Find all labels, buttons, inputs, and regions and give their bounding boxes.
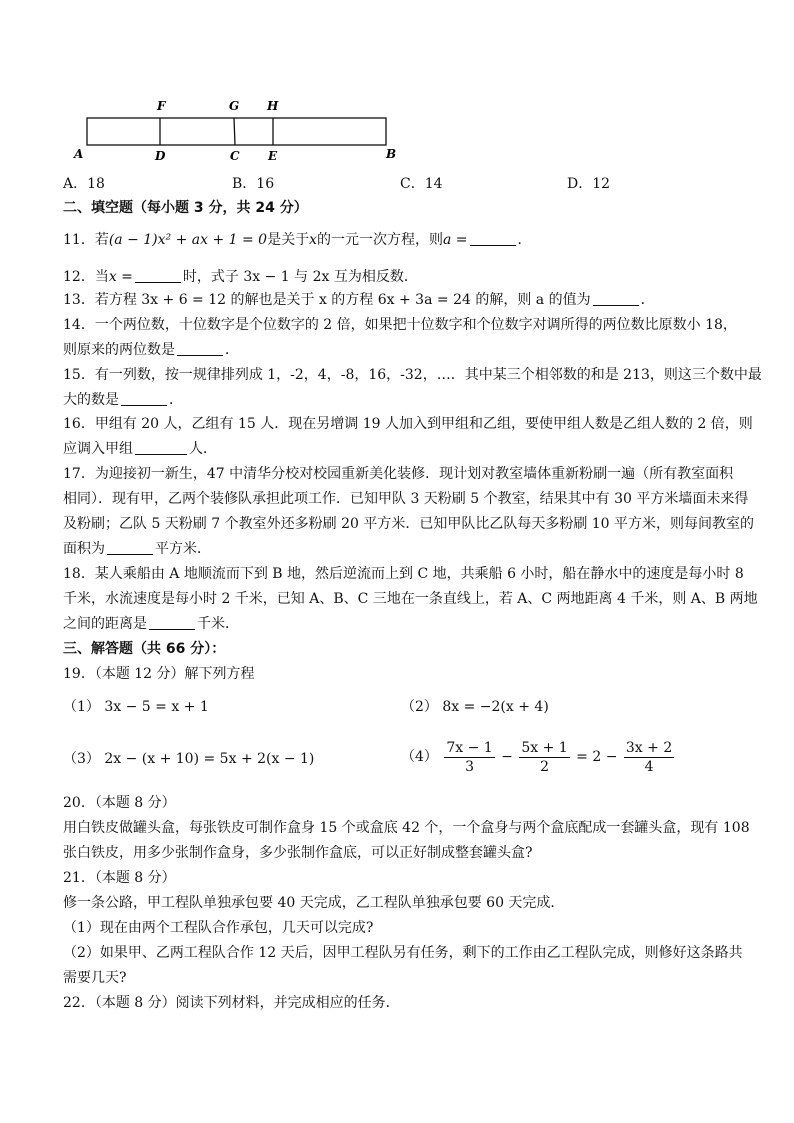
q11-blank: [470, 231, 516, 246]
q12-mid: 时，式子 3x − 1 与 2x 互为相反数．: [182, 269, 418, 285]
fraction-1-numerator: 7x − 1: [446, 739, 493, 756]
q11-equation: (a − 1)x² + ax + 1 = 0: [108, 232, 268, 248]
q15-l2: 大的数是: [63, 392, 119, 408]
q15-end: ．: [169, 392, 183, 408]
question-21-line-4: 需要几天?: [63, 970, 127, 986]
q14-l2: 则原来的两位数是: [63, 342, 175, 358]
q11-after: 的一元一次方程，则: [317, 232, 443, 248]
section-3-title: 三、解答题（共 66 分）：: [63, 641, 226, 657]
q17-blank: [107, 540, 153, 555]
question-17-line-4: [63, 539, 211, 559]
fraction-1-denominator: 3: [465, 758, 474, 775]
option-d: D．12: [567, 176, 611, 192]
question-14-line-1: 14．一个两位数，十位数字是个位数字的 2 倍，如果把十位数字和个位数字对调所得的两位数比原数小 18，: [63, 317, 737, 333]
q11-x: x: [309, 232, 317, 248]
q19-part-4: [401, 737, 676, 777]
question-17-line-2: 相同）．现有甲，乙两个装修队承担此项工作．已知甲队 3 天粉刷 5 个教室，结果其中有 30 平方米墙面未来得: [63, 491, 749, 507]
fraction-3-denominator: 4: [644, 758, 654, 775]
q12-pre: 12．当: [63, 269, 109, 285]
question-16-line-2: [63, 439, 217, 459]
label-A: A: [74, 147, 84, 161]
question-21-line-2: （1）现在由两个工程队合作承包，几天可以完成?: [63, 920, 374, 936]
q18-end: 千米．: [197, 616, 239, 632]
question-12: [63, 267, 418, 287]
question-13: [63, 290, 655, 310]
question-20-line-1: 用白铁皮做罐头盒，每张铁皮可制作盒身 15 个或盒底 42 个，一个盒身与两个盒底配成一套罐头盒，现有 108: [63, 820, 750, 836]
label-E: E: [268, 149, 278, 163]
q11-mid: 是关于: [267, 232, 310, 248]
q19-part-1: （1） 3x − 5 = x + 1: [63, 699, 209, 715]
q19-part-3: （3） 2x − (x + 10) = 5x + 2(x − 1): [63, 751, 315, 767]
q19-minus: −: [501, 749, 513, 765]
figure-rectangle: [87, 118, 386, 145]
label-H: H: [267, 99, 279, 113]
q16-end: 人．: [189, 441, 217, 457]
label-B: B: [386, 147, 397, 161]
option-b: B．16: [232, 176, 275, 192]
q11-num: 11．若: [63, 232, 109, 248]
option-c: C．14: [400, 176, 443, 192]
q19-equals: = 2 −: [576, 749, 618, 765]
section-2-title: 二、填空题（每小题 3 分，共 24 分）: [63, 200, 308, 216]
q16-l2: 应调入甲组: [63, 441, 133, 457]
question-16-line-1: 16．甲组有 20 人，乙组有 15 人．现在另增调 19 人加入到甲组和乙组，要使甲组人数是乙组人数的 2 倍，则: [63, 416, 753, 432]
q13-text: 13．若方程 3x + 6 = 12 的解也是关于 x 的方程 6x + 3a = 24 的解，则 a 的值为: [63, 292, 591, 308]
q19-part-2: （2） 8x = −2(x + 4): [401, 699, 549, 715]
q13-blank: [593, 291, 639, 306]
fraction-2-denominator: 2: [540, 758, 549, 775]
question-17-line-1: 17．为迎接初一新生，47 中清华分校对校园重新美化装修．现计划对教室墙体重新粉刷一遍（所有教室面积: [63, 466, 734, 482]
question-17-line-3: 及粉刷；乙队 5 天粉刷 7 个教室外还多粉刷 20 平方米．已知甲队比乙队每天多粉刷 10 平方米，则每间教室的: [63, 516, 755, 532]
fraction-3-numerator: 3x + 2: [625, 739, 673, 756]
label-G: G: [229, 99, 240, 113]
question-20-head: 20．（本题 8 分）: [63, 795, 176, 811]
fraction-2-numerator: 5x + 1: [521, 739, 568, 756]
question-19-head: 19．（本题 12 分）解下列方程: [63, 666, 255, 682]
question-20-line-2: 张白铁皮，用多少张制作盒身，多少张制作盒底，可以正好制成整套罐头盒?: [63, 845, 533, 861]
fraction-2: [519, 739, 569, 776]
q11-a: a =: [443, 232, 468, 248]
question-21-line-3: （2）如果甲、乙两工程队合作 12 天后，因甲工程队另有任务，剩下的工作由乙工程队完成，则修好这条路共: [63, 945, 743, 961]
question-22: 22．（本题 8 分）阅读下列材料，并完成相应的任务．: [63, 995, 400, 1011]
q11-end: ．: [517, 232, 532, 248]
fraction-1: [444, 739, 494, 776]
question-15-line-1: 15．有一列数，按一规律排列成 1，-2，4，-8，16，-32，…．其中某三个相邻数的和是 213，则这三个数中最: [63, 367, 762, 383]
q17-end: 平方米．: [155, 541, 211, 557]
q19-p4-label: （4）: [401, 749, 438, 765]
q17-l4: 面积为: [63, 541, 105, 557]
q12-blank: [135, 268, 181, 283]
q14-end: ．: [225, 342, 239, 358]
question-14-line-2: [63, 340, 239, 360]
q18-l3: 之间的距离是: [63, 616, 147, 632]
q12-x: x =: [108, 269, 133, 285]
divider-C: [234, 118, 235, 145]
question-21-head: 21．（本题 8 分）: [63, 870, 176, 886]
q14-blank: [177, 341, 223, 356]
q15-blank: [121, 391, 167, 406]
label-F: F: [157, 99, 166, 113]
label-C: C: [230, 149, 240, 163]
q13-end: ．: [640, 292, 655, 308]
question-18-line-3: [63, 614, 239, 634]
option-a: A．18: [63, 176, 105, 192]
segment-figure: [0, 0, 794, 170]
q16-blank: [135, 440, 187, 455]
question-18-line-1: 18．某人乘船由 A 地顺流而下到 B 地，然后逆流而上到 C 地，共乘船 6 小时，船在静水中的速度是每小时 8: [63, 566, 744, 582]
question-21-line-1: 修一条公路，甲工程队单独承包要 40 天完成，乙工程队单独承包要 60 天完成．: [63, 895, 565, 911]
question-11: [63, 230, 532, 250]
fraction-3: [624, 739, 674, 776]
q18-blank: [149, 615, 195, 630]
question-15-line-2: [63, 390, 183, 410]
question-18-line-2: 千米，水流速度是每小时 2 千米，已知 A、B、C 三地在一条直线上，若 A、C 两地距离 4 千米，则 A、B 两地: [63, 591, 758, 607]
label-D: D: [155, 149, 166, 163]
